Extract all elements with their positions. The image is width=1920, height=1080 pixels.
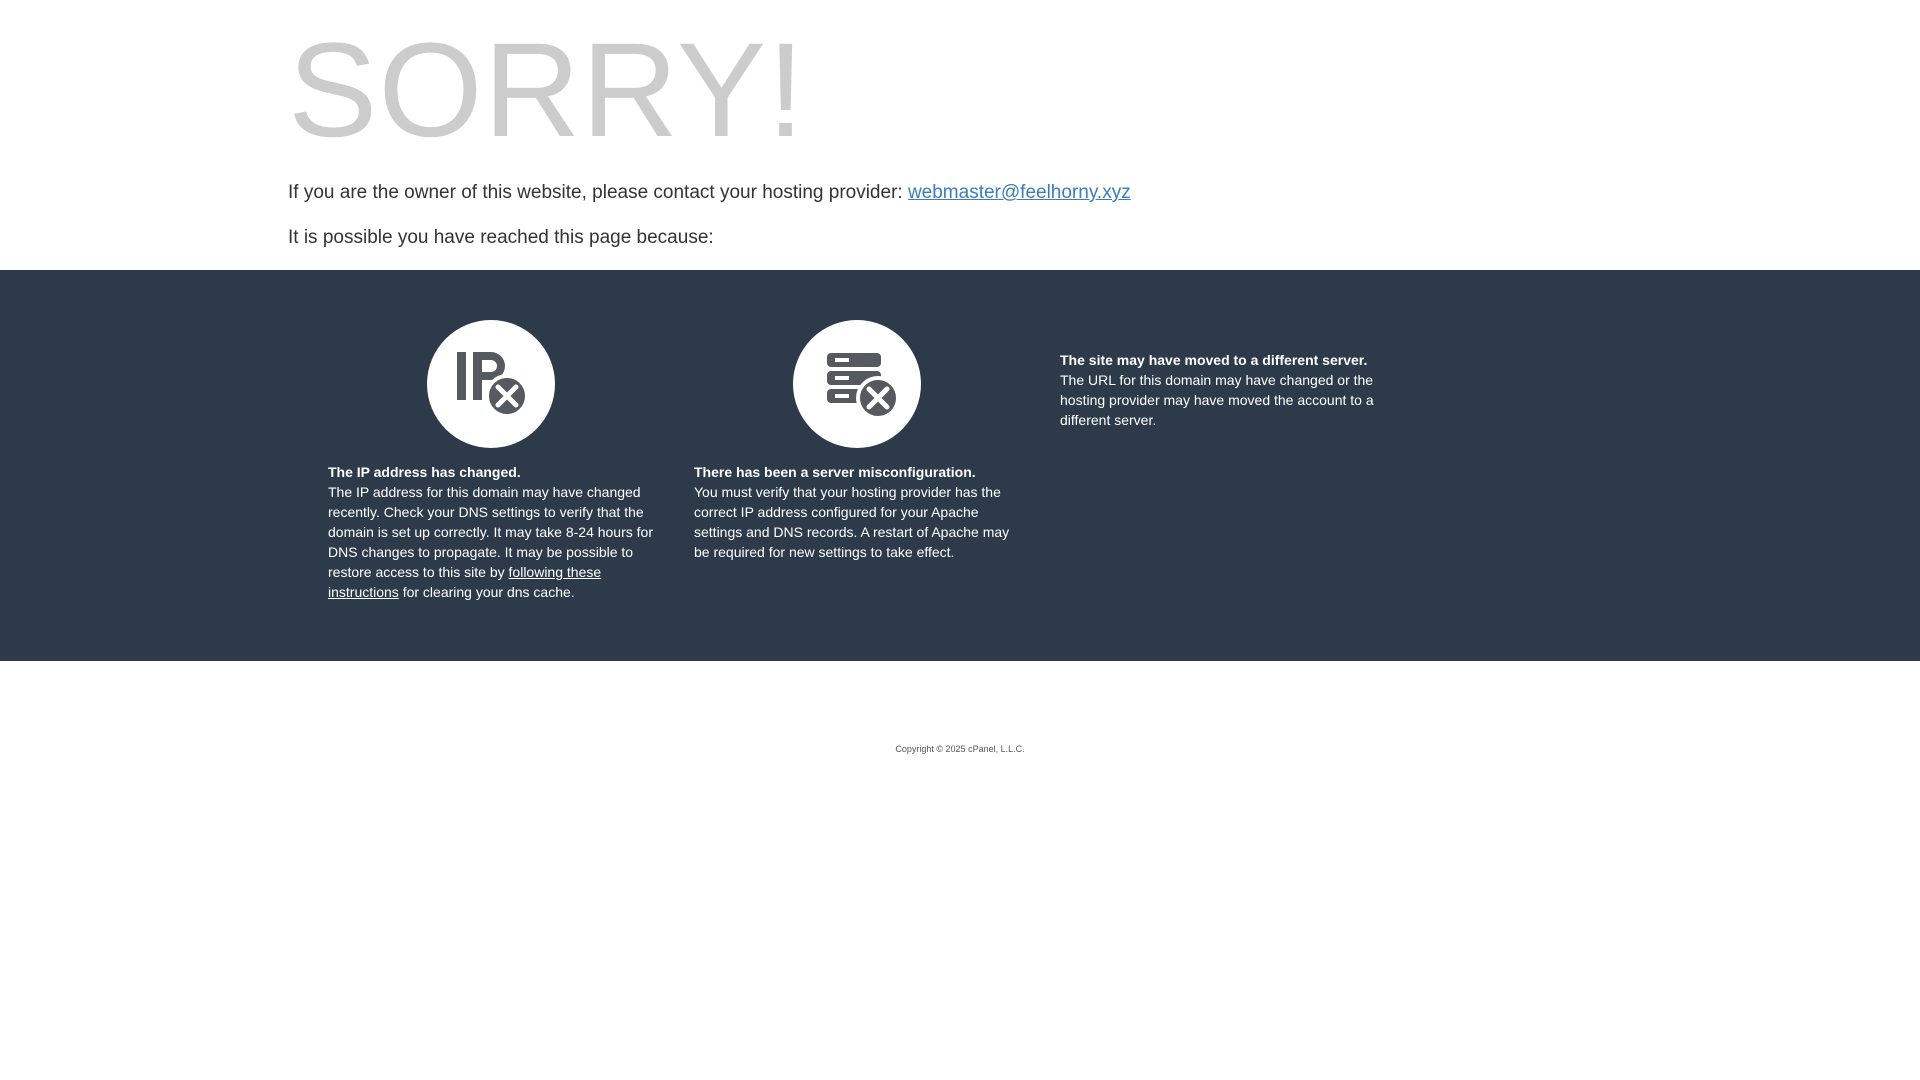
reason-server-body: You must verify that your hosting provider has the correct IP address configured for your Apache settings and DNS records. A restart of Apache may be required for new settings to take effect.	[694, 484, 1010, 560]
ip-changed-icon	[427, 320, 555, 448]
reason-server-title: There has been a server misconfiguration.	[694, 464, 976, 480]
footer-copyright: Copyright © 2025 cPanel, L.L.C.	[895, 744, 1025, 754]
reason-ip-title: The IP address has changed.	[328, 464, 521, 480]
reason-moved-body: The URL for this domain may have changed or the hosting provider may have moved the account to a different server.	[1060, 372, 1374, 428]
contact-line	[288, 181, 1131, 205]
contact-email-link[interactable]: webmaster@feelhorny.xyz	[907, 182, 1131, 203]
reason-ip-body-prefix: The IP address for this domain may have changed recently. Check your DNS settings to verify that the domain is set up correctly. It may take 8-24 hours for DNS changes to propagate. It may be possible to restore access to this site by	[328, 484, 653, 580]
reasons-panel	[0, 270, 1920, 661]
page-title: SORRY!	[288, 16, 806, 165]
reason-server-text	[694, 462, 1024, 562]
reason-ip-body	[328, 482, 658, 602]
contact-prefix: If you are the owner of this website, please contact your hosting provider:	[288, 182, 908, 203]
reason-moved-text	[1060, 350, 1390, 430]
reason-intro: It is possible you have reached this page because:	[288, 227, 714, 248]
reason-ip-text	[328, 462, 658, 602]
dns-instructions-link[interactable]: following these instructions	[328, 564, 602, 600]
reason-ip-body-suffix: for clearing your dns cache.	[398, 584, 575, 600]
server-error-icon	[793, 320, 921, 448]
reason-moved-title: The site may have moved to a different server.	[1060, 352, 1368, 368]
top-section	[0, 0, 1920, 270]
